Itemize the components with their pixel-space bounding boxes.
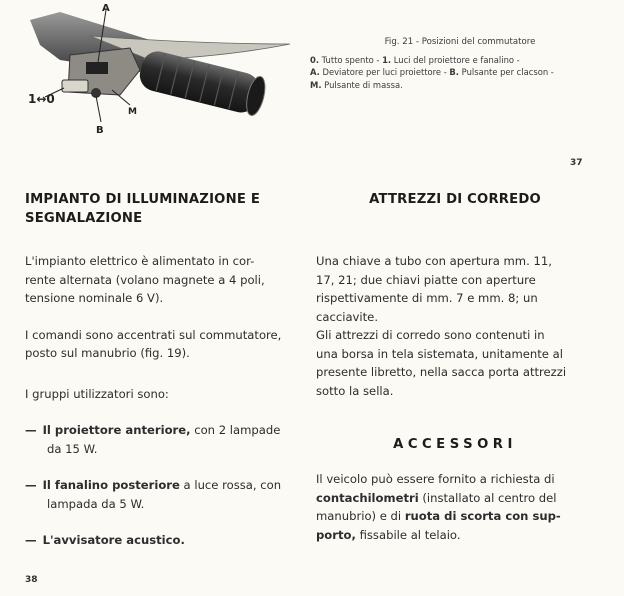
paragraph-impianto-line1: L'impianto elettrico è alimentato in cor- [25, 254, 255, 268]
paragraph-gruppi: I gruppi utilizzatori sono: [25, 386, 169, 401]
heading-attrezzi: ATTREZZI DI CORREDO [369, 192, 541, 207]
figure-caption [310, 36, 610, 91]
item-proiettore-bold: Il proiettore anteriore, [42, 423, 191, 437]
paragraph-accessori [316, 470, 594, 544]
paragraph-accessori-line2-rest: (installato al centro del [418, 490, 557, 505]
accessori-ruota-scorta: ruota di scorta con sup- [404, 509, 561, 523]
paragraph-impianto-line3: tensione nominale 6 V). [25, 291, 164, 305]
legend-text-b: Pulsante per clacson - [459, 67, 554, 77]
accessori-contachilometri: contachilometri [316, 490, 419, 505]
heading-illuminazione-line1: IMPIANTO DI ILLUMINAZIONE E [25, 192, 261, 207]
figure-label-m: M [128, 107, 137, 117]
paragraph-borsa-line4: sotto la sella. [316, 383, 394, 398]
figure-legend [310, 54, 610, 92]
item-avvisatore-bold: L'avvisatore acustico. [42, 533, 185, 547]
dash-2: — [25, 478, 37, 492]
figure-caption-title: Fig. 21 - Posizioni del commutatore [384, 37, 536, 47]
right-column [316, 190, 594, 544]
item-fanalino-bold: Il fanalino posteriore [42, 478, 180, 492]
heading-illuminazione-line2: SEGNALAZIONE [25, 211, 143, 226]
list-item-avvisatore [25, 531, 305, 550]
paragraph-chiavi-line4: cacciavite. [316, 309, 378, 324]
left-column [25, 190, 305, 550]
paragraph-accessori-line1: Il veicolo può essere fornito a richiesta di [316, 472, 555, 486]
figure-label-b: B [96, 125, 104, 136]
legend-key-1: 1. [382, 54, 392, 65]
legend-key-a: A. [310, 67, 320, 77]
item-fanalino-rest: a luce rossa, con [179, 478, 282, 492]
handlebar-switch-illustration [0, 0, 300, 170]
paragraph-comandi-line2: posto sul manubrio (fig. 19). [25, 346, 190, 360]
legend-text-0: Tutto spento - [319, 54, 383, 65]
paragraph-chiavi-line1: Una chiave a tubo con apertura mm. 11, [316, 254, 552, 268]
page-number-left: 38 [25, 575, 38, 585]
paragraph-comandi-line1: I comandi sono accentrati sul commutatore, [25, 327, 282, 342]
paragraph-accessori-line4-rest: fissabile al telaio. [355, 527, 461, 542]
heading-accessori: ACCESSORI [393, 437, 517, 452]
figure-label-a: A [102, 3, 110, 14]
paragraph-accessori-line3a: manubrio) e di [316, 509, 405, 523]
page-number-right: 37 [570, 158, 583, 168]
item-proiettore-line2: da 15 W. [47, 441, 98, 456]
heading-illuminazione [25, 190, 305, 228]
paragraph-borsa-line3: presente libretto, nella sacca porta attrezzi [316, 365, 567, 379]
item-fanalino-line2: lampada da 5 W. [47, 496, 145, 511]
accessori-porto: porto, [316, 527, 356, 542]
paragraph-chiavi [316, 252, 594, 326]
paragraph-borsa-line2: una borsa in tela sistemata, unitamente al [316, 346, 563, 361]
paragraph-impianto [25, 252, 305, 308]
legend-text-m: Pulsante di massa. [321, 79, 403, 90]
paragraph-borsa-line1: Gli attrezzi di corredo sono contenuti in [316, 328, 545, 342]
paragraph-chiavi-line3: rispettivamente di mm. 7 e mm. 8; un [316, 291, 538, 305]
list-item-proiettore [25, 421, 305, 458]
legend-key-m: M. [310, 79, 322, 90]
legend-text-1: Luci del proiettore e fanalino - [391, 54, 520, 65]
legend-key-0: 0. [310, 54, 320, 65]
figure-label-1-0: 1↔0 [28, 92, 55, 106]
dash-1: — [25, 423, 37, 437]
dash-3: — [25, 533, 37, 547]
list-item-fanalino [25, 476, 305, 513]
legend-text-a: Deviatore per luci proiettore - [319, 67, 450, 77]
item-proiettore-rest: con 2 lampade [190, 423, 281, 437]
paragraph-borsa [316, 326, 594, 400]
legend-key-b: B. [449, 67, 459, 77]
paragraph-comandi [25, 326, 305, 363]
paragraph-impianto-line2: rente alternata (volano magnete a 4 poli, [25, 272, 265, 287]
paragraph-chiavi-line2: 17, 21; due chiavi piatte con aperture [316, 272, 536, 287]
